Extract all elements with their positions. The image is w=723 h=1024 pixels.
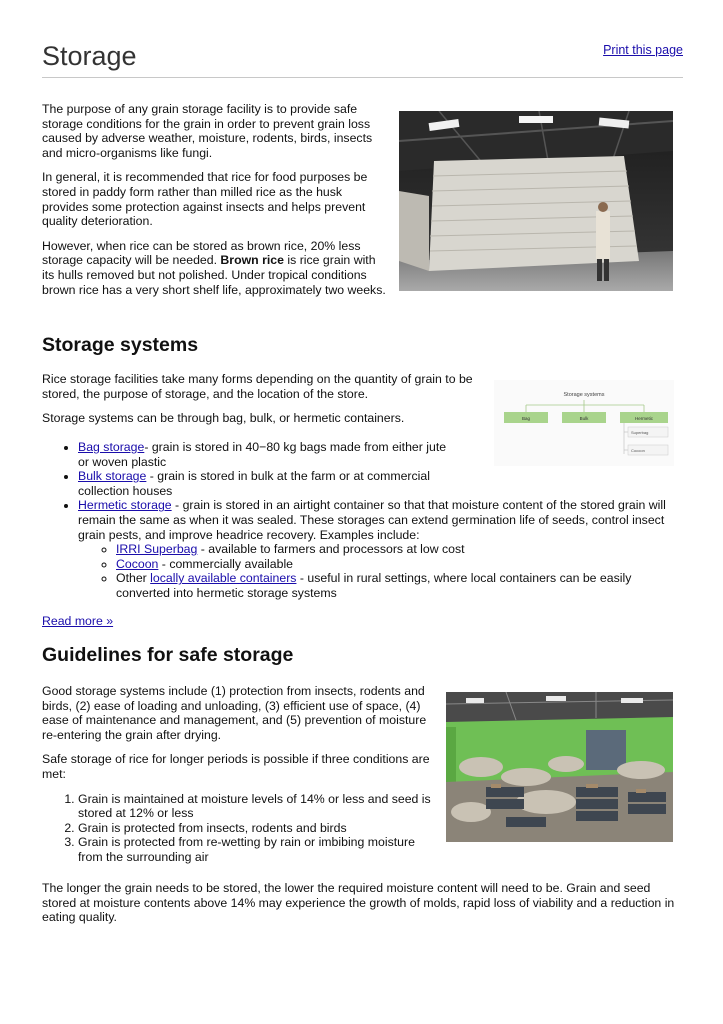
print-link[interactable]: Print this page bbox=[603, 43, 683, 57]
diagram-label-bulk: Bulk bbox=[579, 416, 589, 421]
list-item: • Bag storage- grain is stored in 40−80 kg bags made from either jute or woven plastic bbox=[78, 440, 458, 469]
guidelines-heading: Guidelines for safe storage bbox=[42, 644, 294, 666]
diagram-label-bag: Bag bbox=[521, 416, 531, 421]
intro-p1: The purpose of any grain storage facility is to provide safe storage conditions for the grain in order to prevent grain loss caused by adverse weather, moisture, rodents, birds, insects and micro-organisms like fungi. bbox=[42, 102, 373, 160]
guidelines-intro bbox=[42, 684, 434, 865]
intro-section bbox=[42, 102, 387, 297]
list-item: 3. Grain is protected from re-wetting by rain or imbibing moisture from the surrounding air bbox=[78, 835, 434, 864]
list-item: ◦ Cocoon - commercially available bbox=[116, 557, 683, 572]
list-item: • Bulk storage - grain is stored in bulk at the farm or at commercial collection houses bbox=[78, 469, 458, 498]
list-item: ◦ IRRI Superbag - available to farmers and processors at low cost bbox=[116, 542, 683, 557]
read-more-link[interactable]: Read more » bbox=[42, 614, 114, 628]
bulk-storage-link[interactable]: Bulk storage bbox=[78, 469, 147, 484]
intro-p2: In general, it is recommended that rice for food purposes be stored in paddy form rather than milled rice as the husk provides some protection against insects and helps prevent quality deterioration. bbox=[42, 170, 368, 229]
page-title: Storage bbox=[42, 38, 683, 78]
guidelines-p1: Good storage systems include (1) protection from insects, rodents and birds, (2) ease of loading and unloading, (3) efficient use of space, (4) ease of maintenance and management, and (5) prevention of moisture re-entering the grain after drying. bbox=[42, 684, 427, 742]
diagram-label-hermetic: Hermetic bbox=[634, 416, 654, 421]
green-warehouse-photo bbox=[446, 692, 673, 842]
storage-systems-p2: Storage systems can be through bag, bulk, or hermetic containers. bbox=[42, 411, 405, 426]
guidelines-p2: Safe storage of rice for longer periods is possible if three conditions are met: bbox=[42, 752, 430, 781]
diagram-title: Storage systems bbox=[563, 392, 605, 398]
diagram-label-superbag: Superbag bbox=[631, 430, 649, 435]
storage-systems-p1: Rice storage facilities take many forms depending on the quantity of grain to be stored, the purpose of storage, and the location of the store. bbox=[42, 372, 473, 401]
warehouse-photo bbox=[399, 111, 673, 291]
list-item: ◦ Other locally available containers - useful in rural settings, where local containers can be easily converted into hermetic storage systems bbox=[116, 571, 683, 600]
storage-systems-heading: Storage systems bbox=[42, 334, 199, 356]
local-containers-link[interactable]: locally available containers bbox=[150, 571, 297, 586]
guidelines-p3: The longer the grain needs to be stored, the lower the required moisture content will need to be. Grain and seed stored at moisture contents above 14% may experience the growth of molds, rapid loss of viability and a reduction in eating quality. bbox=[42, 881, 675, 925]
conditions-list bbox=[42, 792, 434, 865]
page bbox=[42, 38, 683, 925]
storage-systems-list bbox=[42, 440, 683, 601]
list-item: 2. Grain is protected from insects, rodents and birds bbox=[78, 821, 434, 836]
diagram-label-cocoon: Cocoon bbox=[631, 448, 645, 453]
storage-systems-intro bbox=[42, 372, 482, 426]
cocoon-link[interactable]: Cocoon bbox=[116, 556, 159, 571]
hermetic-examples-list bbox=[78, 542, 683, 600]
list-item: • Hermetic storage - grain is stored in an airtight container so that that moisture content of the stored grain will remain the same as when it was sealed. These storages can extend germination life of seeds, control insect grain pests, and improve headrice recovery. Examples include: ◦ IRRI Superbag - available to farmers and processors at low cost ◦ Cocoon - commercially available ◦ Other locally available containers - useful in rural settings, where local containers can be easily converted into hermetic storage systems bbox=[78, 498, 683, 600]
hermetic-storage-link[interactable]: Hermetic storage bbox=[78, 498, 172, 513]
list-item: 1. Grain is maintained at moisture levels of 14% or less and seed is stored at 12% or less bbox=[78, 792, 434, 821]
intro-p3: However, when rice can be stored as brown rice, 20% less storage capacity will be needed. Brown rice is rice grain with its hulls removed but not polished. Under tropical conditions brown rice has a very short shelf life, approximately two weeks. bbox=[42, 238, 386, 297]
irri-superbag-link[interactable]: IRRI Superbag bbox=[116, 542, 198, 557]
bag-storage-link[interactable]: Bag storage bbox=[78, 440, 145, 454]
